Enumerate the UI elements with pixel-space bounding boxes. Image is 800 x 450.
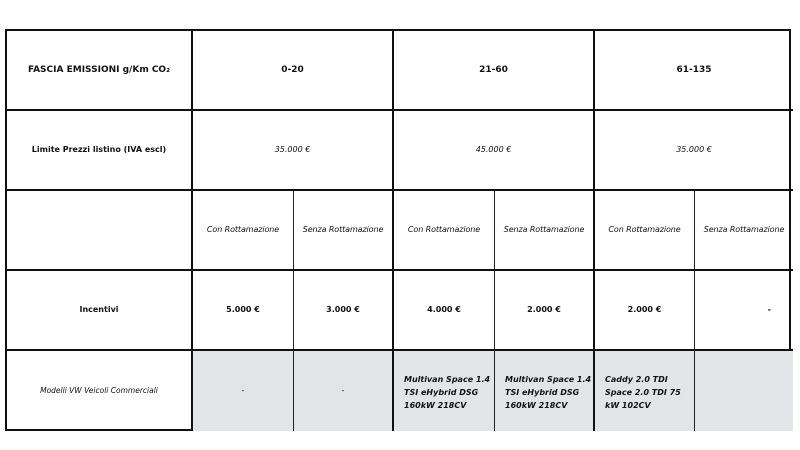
band-0-20-without-scrappage-models: - [294,351,394,431]
band-0-20-price-limit: 35.000 € [193,111,394,191]
band-0-20-without-scrappage-label: Senza Rottamazione [294,191,394,271]
band-61-135-range: 61-135 [595,31,793,111]
band-0-20-range: 0-20 [193,31,394,111]
band-61-135-without-scrappage-label: Senza Rottamazione [695,191,793,271]
incentives-table [5,29,791,431]
band-21-60-with-scrappage-label: Con Rottamazione [394,191,495,271]
band-21-60-without-scrappage-models: Multivan Space 1.4 TSI eHybrid DSG 160kW 218CV [495,351,595,431]
band-61-135-without-scrappage-incentive: - [695,271,793,351]
band-0-20-with-scrappage-label: Con Rottamazione [193,191,294,271]
band-21-60-without-scrappage-incentive: 2.000 € [495,271,595,351]
band-61-135-price-limit: 35.000 € [595,111,793,191]
header-emissions-band: FASCIA EMISSIONI g/Km CO₂ [7,31,193,111]
header-models: Modelli VW Veicoli Commerciali [7,351,193,431]
band-21-60-range: 21-60 [394,31,595,111]
band-0-20-with-scrappage-models: - [193,351,294,431]
header-incentives: Incentivi [7,271,193,351]
band-61-135-with-scrappage-label: Con Rottamazione [595,191,695,271]
band-21-60-with-scrappage-models: Multivan Space 1.4 TSI eHybrid DSG 160kW 218CV [394,351,495,431]
band-61-135-with-scrappage-incentive: 2.000 € [595,271,695,351]
header-price-limit: Limite Prezzi listino (IVA escl) [7,111,193,191]
band-61-135-without-scrappage-models [695,351,793,431]
header-blank [7,191,193,271]
band-21-60-with-scrappage-incentive: 4.000 € [394,271,495,351]
band-61-135-with-scrappage-models: Caddy 2.0 TDI Space 2.0 TDI 75 kW 102CV [595,351,695,431]
band-0-20-without-scrappage-incentive: 3.000 € [294,271,394,351]
band-0-20-with-scrappage-incentive: 5.000 € [193,271,294,351]
band-21-60-without-scrappage-label: Senza Rottamazione [495,191,595,271]
band-21-60-price-limit: 45.000 € [394,111,595,191]
